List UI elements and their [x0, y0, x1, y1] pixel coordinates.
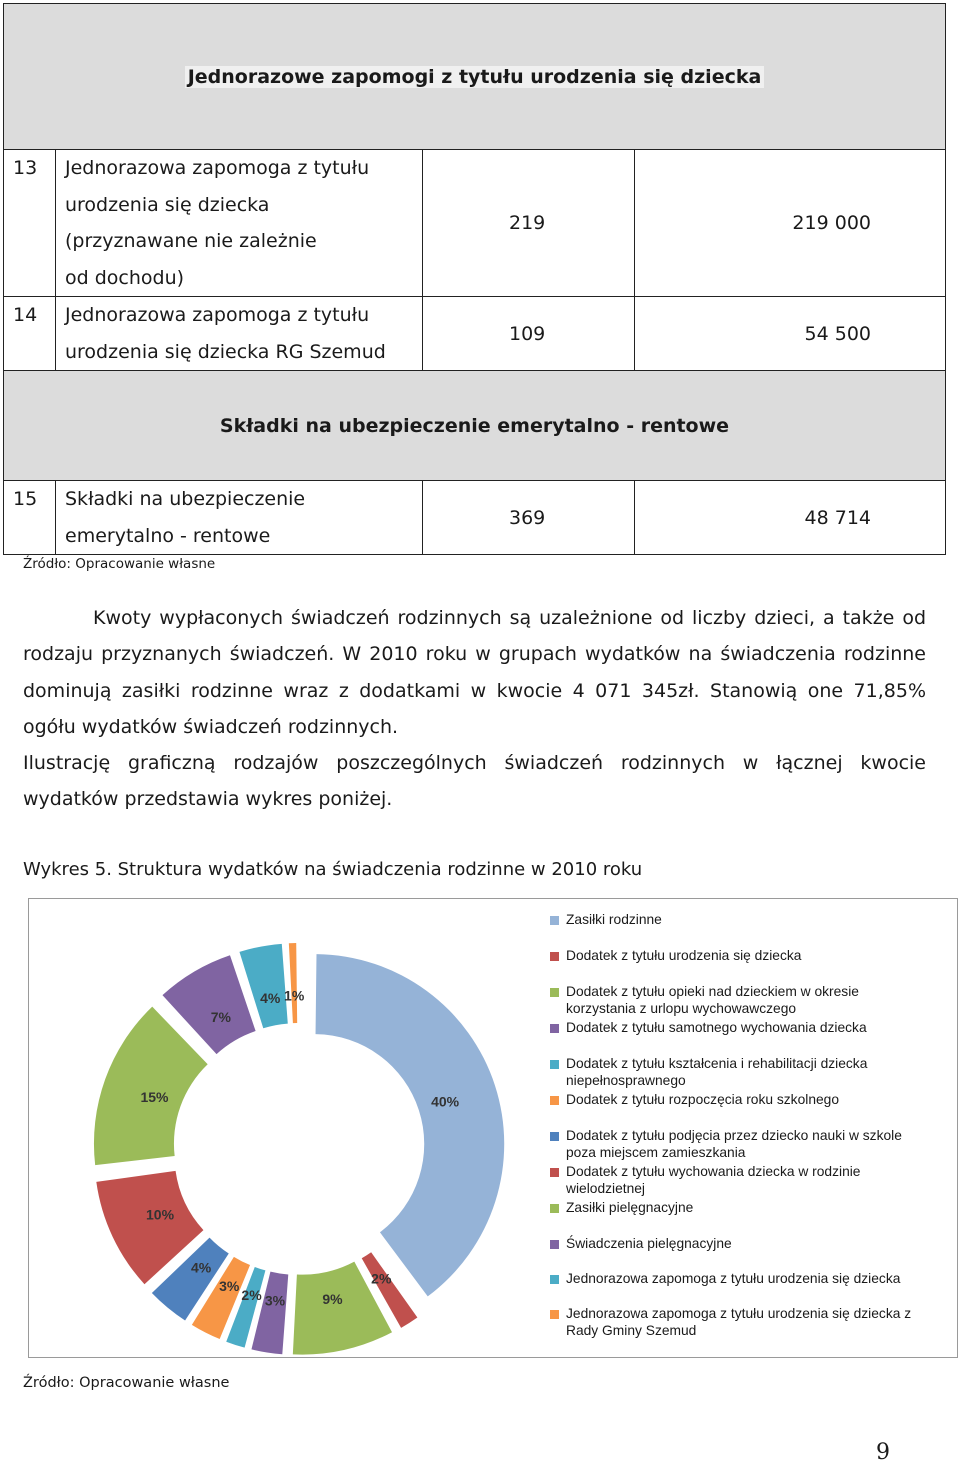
legend-swatch [550, 952, 559, 961]
row-amount: 48 714 [635, 481, 946, 555]
row-description-line: urodzenia się dziecka [65, 193, 270, 216]
section-title-one-time-grants: Jednorazowe zapomogi z tytułu urodzenia się dziecka [185, 66, 765, 88]
row-amount: 219 000 [635, 150, 946, 297]
legend-entry-line: Dodatek z tytułu podjęcia przez dziecko nauki w szkole [566, 1128, 902, 1143]
row-description-line: Składki na ubezpieczenie [65, 488, 306, 510]
legend-entry-line: wielodzietnej [566, 1181, 645, 1196]
legend-entry-line: niepełnosprawnego [566, 1073, 686, 1088]
chart-caption: Wykres 5. Struktura wydatków na świadczenia rodzinne w 2010 roku [23, 859, 643, 880]
legend-entry [566, 1127, 960, 1161]
section-header-insurance [4, 371, 946, 481]
pie-slice-label: 2% [241, 1287, 262, 1304]
pie-slice-label: 9% [322, 1290, 343, 1307]
pie-slice [289, 943, 297, 1023]
legend-entry-line: korzystania z urlopu wychowawczego [566, 1001, 797, 1016]
table-row [4, 150, 946, 297]
pie-slice-label: 7% [210, 1008, 231, 1025]
table-row [4, 481, 946, 555]
legend-entry-line: Zasiłki rodzinne [566, 912, 662, 927]
legend-swatch [550, 1132, 559, 1141]
legend-entry-line: Jednorazowa zapomoga z tytułu urodzenia się dziecka [566, 1271, 901, 1286]
legend-swatch [550, 1096, 559, 1105]
row-description [56, 481, 423, 555]
legend-entry [566, 1305, 960, 1339]
legend-entry-line: Dodatek z tytułu kształcenia i rehabilitacji dziecka [566, 1056, 868, 1071]
row-description-line: urodzenia się dziecka RG Szemud [65, 340, 386, 363]
chart-container [28, 898, 958, 1358]
legend-entry [566, 911, 960, 928]
legend-swatch [550, 1024, 559, 1033]
legend-entry-line: Rady Gminy Szemud [566, 1323, 697, 1338]
row-description-line: Jednorazowa zapomoga z tytułu [65, 157, 370, 179]
pie-slice-label: 1% [284, 987, 305, 1004]
legend-entry [566, 1055, 960, 1089]
legend-swatch [550, 988, 559, 997]
legend-entry-line: Dodatek z tytułu wychowania dziecka w rodzinie [566, 1164, 861, 1179]
legend-swatch [550, 1060, 559, 1069]
pie-slice [316, 954, 505, 1296]
row-number: 14 [4, 297, 56, 371]
pie-slice-label: 4% [190, 1259, 212, 1276]
source-note: Źródło: Opracowanie własne [23, 1375, 230, 1391]
legend-entry-line: Jednorazowa zapomoga z tytułu urodzenia się dziecka z [566, 1306, 912, 1321]
legend-entry [566, 1019, 960, 1036]
legend-swatch [550, 1168, 559, 1177]
legend-entry [566, 1199, 960, 1216]
page-number: 9 [876, 1440, 890, 1465]
row-count: 109 [423, 297, 635, 371]
pie-slice [94, 1007, 208, 1165]
legend-entry-line: Zasiłki pielęgnacyjne [566, 1200, 694, 1215]
benefits-table [3, 3, 946, 555]
legend-entry-line: poza miejscem zamieszkania [566, 1145, 746, 1160]
row-count: 369 [423, 481, 635, 555]
legend-entry-line: Dodatek z tytułu urodzenia się dziecka [566, 948, 802, 963]
row-number: 13 [4, 150, 56, 297]
legend-swatch [550, 1275, 559, 1284]
legend-entry [566, 1163, 960, 1197]
legend-swatch [550, 1240, 559, 1249]
table-row [4, 297, 946, 371]
row-description [56, 297, 423, 371]
legend-entry [566, 983, 960, 1017]
pie-slice-label: 40% [431, 1093, 460, 1110]
pie-slice-label: 3% [264, 1292, 286, 1309]
row-description-line: od dochodu) [65, 266, 185, 289]
row-amount: 54 500 [635, 297, 946, 371]
row-description-line: emerytalno - rentowe [65, 524, 271, 547]
legend-entry-line: Dodatek z tytułu rozpoczęcia roku szkolnego [566, 1092, 840, 1107]
pie-slice-label: 2% [371, 1270, 392, 1287]
legend-entry [566, 1235, 960, 1252]
row-number: 15 [4, 481, 56, 555]
legend-swatch [550, 1310, 559, 1319]
legend-swatch [550, 916, 559, 925]
legend-entry [566, 947, 960, 964]
pie-slice-label: 4% [260, 990, 281, 1007]
legend-entry-line: Dodatek z tytułu samotnego wychowania dziecka [566, 1020, 867, 1035]
pie-slice-label: 3% [219, 1277, 240, 1294]
legend-entry [566, 1091, 960, 1108]
legend-entry-line: Dodatek z tytułu opieki nad dzieckiem w okresie [566, 984, 859, 999]
row-description-line: (przyznawane nie zależnie [65, 230, 317, 252]
row-count: 219 [423, 150, 635, 297]
source-note: Źródło: Opracowanie własne [23, 556, 216, 572]
legend-swatch [550, 1204, 559, 1213]
pie-slice-label: 10% [146, 1206, 175, 1223]
row-description-line: Jednorazowa zapomoga z tytułu [65, 304, 370, 326]
body-paragraph-amounts: Kwoty wypłaconych świadczeń rodzinnych są uzależnione od liczby dzieci, a także od rodzaju przyznanych świadczeń. W 2010 roku w grupach wydatków na świadczenia rodzinne dominują zasiłki rodzinne wraz z dodatkami w kwocie 4 071 345zł. Stanowią one 71,85% ogółu wydatków świadczeń rodzinnych. [23, 607, 926, 739]
section-title-insurance: Składki na ubezpieczenie emerytalno - rentowe [219, 414, 730, 437]
pie-slice-label: 15% [140, 1088, 169, 1105]
legend-entry [566, 1270, 960, 1287]
section-header-one-time-grants [4, 4, 946, 150]
body-paragraph-illustration: Ilustrację graficzną rodzajów poszczególnych świadczeń rodzinnych w łącznej kwocie wydatków przedstawia wykres poniżej. [23, 752, 926, 811]
legend-entry-line: Świadczenia pielęgnacyjne [566, 1236, 732, 1251]
row-description [56, 150, 423, 297]
